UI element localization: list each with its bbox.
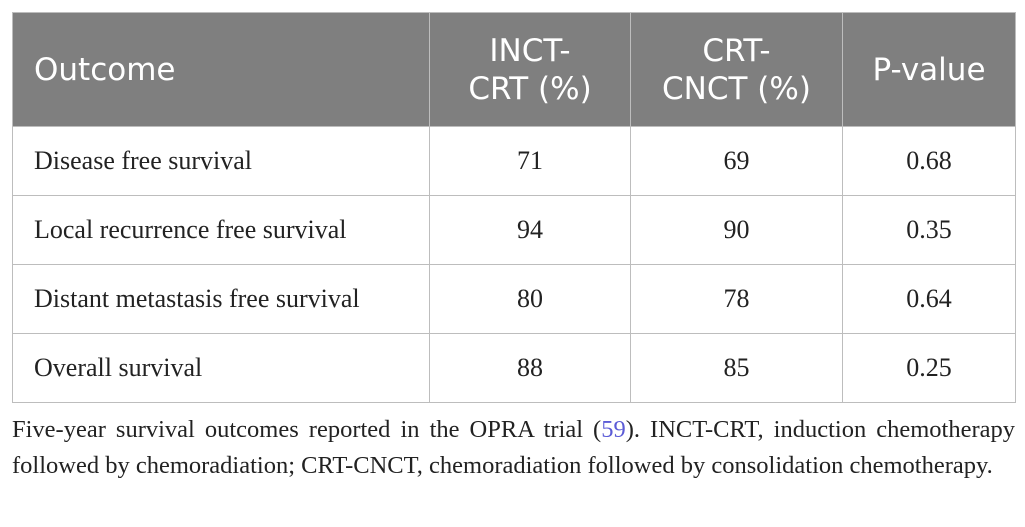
header-row [13,13,1016,127]
outcomes-table-container [12,12,1015,403]
cell-outcome: Local recurrence free survival [13,196,430,265]
outcomes-table [12,12,1016,403]
cell-inct-crt: 88 [430,334,631,403]
caption-text-before: Five-year survival outcomes reported in the OPRA trial ( [12,416,602,443]
table-row [13,334,1016,403]
cell-outcome: Disease free survival [13,127,430,196]
table-row [13,196,1016,265]
cell-p-value: 0.64 [843,265,1016,334]
table-row [13,265,1016,334]
header-p-value [843,13,1016,127]
header-outcome [13,13,430,127]
header-crt-cnct-line2: CNCT (%) [662,70,811,107]
header-inct-crt-line2: CRT (%) [468,70,592,107]
cell-inct-crt: 80 [430,265,631,334]
cell-inct-crt: 71 [430,127,631,196]
header-crt-cnct [631,13,843,127]
table-caption [12,412,1015,484]
caption-text-after: ). INCT-CRT, induction chemotherapy followed by chemoradiation; CRT-CNCT, chemoradiation followed by consolidation chemotherapy. [12,416,1015,479]
reference-link[interactable]: 59 [601,416,626,443]
cell-p-value: 0.68 [843,127,1016,196]
table-body [13,127,1016,403]
cell-outcome: Distant metastasis free survival [13,265,430,334]
cell-outcome: Overall survival [13,334,430,403]
header-p-value-label: P-value [872,51,986,88]
table-header [13,13,1016,127]
cell-p-value: 0.35 [843,196,1016,265]
cell-crt-cnct: 85 [631,334,843,403]
cell-p-value: 0.25 [843,334,1016,403]
header-crt-cnct-line1: CRT- [702,32,771,69]
header-outcome-label: Outcome [34,51,176,88]
cell-crt-cnct: 69 [631,127,843,196]
header-inct-crt-line1: INCT- [489,32,571,69]
cell-crt-cnct: 90 [631,196,843,265]
cell-crt-cnct: 78 [631,265,843,334]
table-row [13,127,1016,196]
cell-inct-crt: 94 [430,196,631,265]
header-inct-crt [430,13,631,127]
